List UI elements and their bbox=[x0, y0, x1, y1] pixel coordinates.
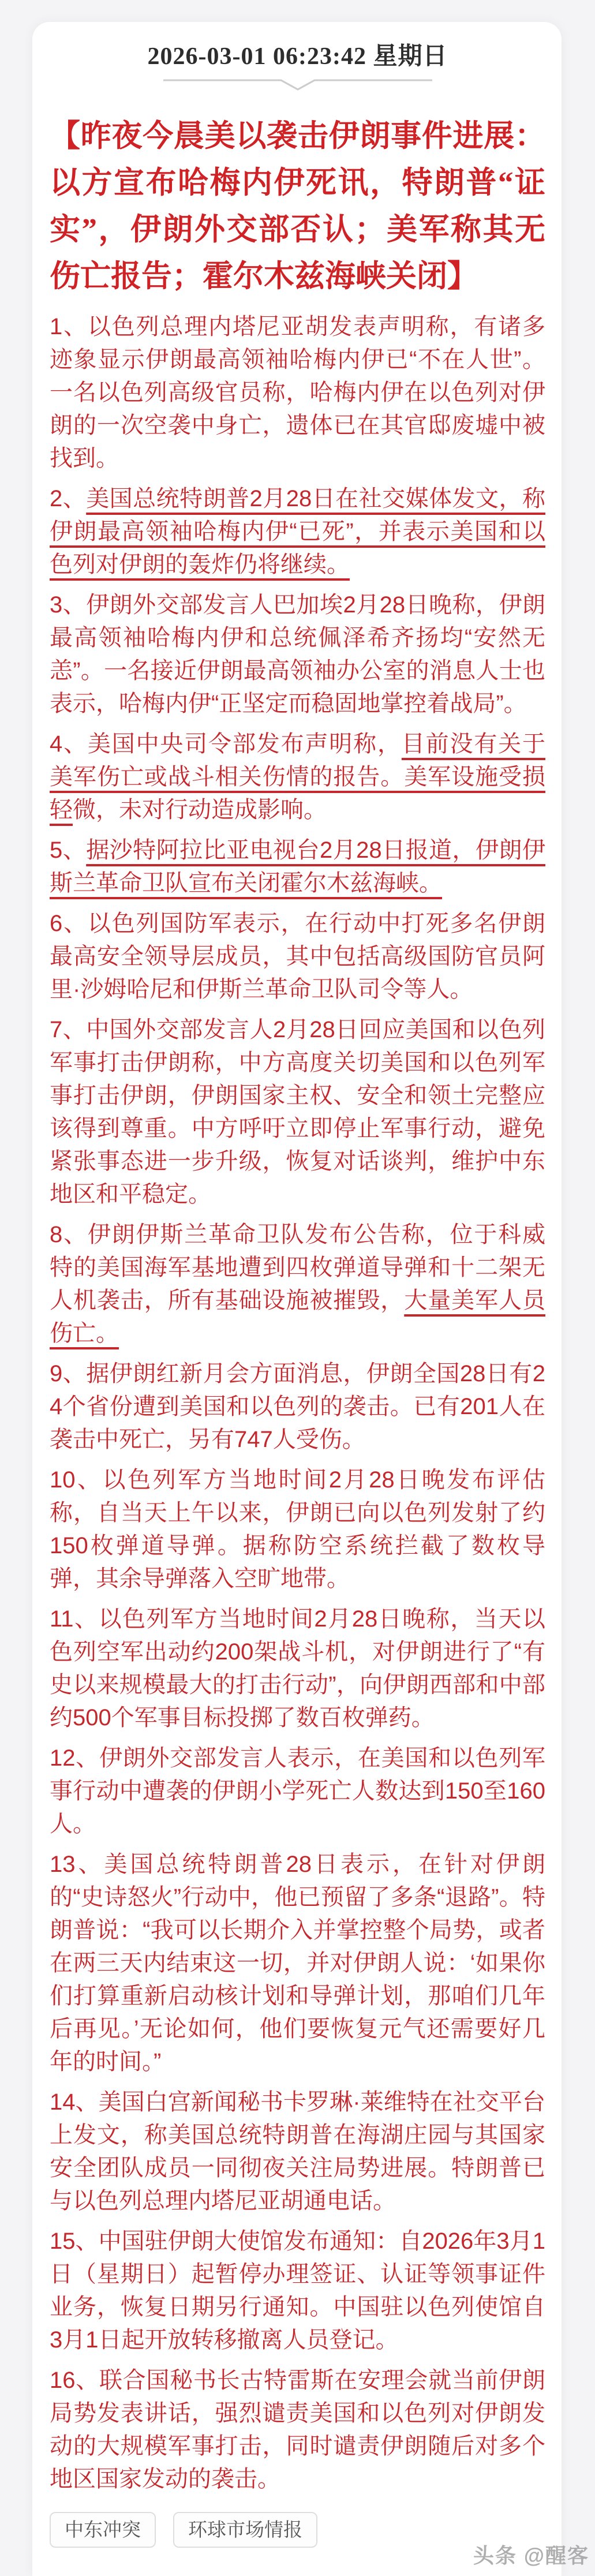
plain-text: 9、据伊朗红新月会方面消息，伊朗全国28日有24个省份遭到美国和以色列的袭击。已有201人在袭击中死亡，另有747人受伤。 bbox=[50, 1361, 545, 1452]
news-item-7 bbox=[50, 1014, 545, 1211]
news-item-1 bbox=[50, 311, 545, 475]
news-item-14 bbox=[50, 2086, 545, 2218]
article-title: 【昨夜今晨美以袭击伊朗事件进展：以方宣布哈梅内伊死讯，特朗普“证实”，伊朗外交部否认；美军称其无伤亡报告；霍尔木兹海峡关闭】 bbox=[50, 119, 545, 293]
plain-text: 7、中国外交部发言人2月28日回应美国和以色列军事打击伊朗称，中方高度关切美国和以色列军事打击伊朗，伊朗国家主权、安全和领土完整应该得到尊重。中方呼吁立即停止军事行动，避免紧张事态进一步升级，恢复对话谈判，维护中东地区和平稳定。 bbox=[50, 1017, 545, 1207]
underlined-text: 美国总统特朗普2月28日在社交媒体发文，称伊朗最高领袖哈梅内伊“已死”，并表示美国和以色列对伊朗的轰炸仍将继续。 bbox=[50, 486, 545, 577]
news-item-3 bbox=[50, 589, 545, 720]
plain-text: 6、以色列国防军表示，在行动中打死多名伊朗最高安全领导层成员，其中包括高级国防官员阿里·沙姆哈尼和伊斯兰革命卫队司令等人。 bbox=[50, 911, 545, 1002]
underlined-text: 据沙特阿拉比亚电视台2月28日报道，伊朗伊斯兰革命卫队宣布关闭霍尔木兹海峡。 bbox=[50, 838, 545, 896]
plain-text: 15、中国驻伊朗大使馆发布通知：自2026年3月1日（星期日）起暂停办理签证、认证等领事证件业务，恢复日期另行通知。中国驻以色列使馆自3月1日起开放转移撤离人员登记。 bbox=[50, 2229, 545, 2353]
plain-text: 1、以色列总理内塔尼亚胡发表声明称，有诸多迹象显示伊朗最高领袖哈梅内伊已“不在人世”。一名以色列高级官员称，哈梅内伊在以色列对伊朗的一次空袭中身亡，遗体已在其官邸废墟中被找到。 bbox=[50, 314, 545, 471]
toutiao-watermark: 头条 @醒客 bbox=[473, 2544, 589, 2567]
news-item-11 bbox=[50, 1603, 545, 1734]
tag-global-market-info[interactable]: 环球市场情报 bbox=[173, 2512, 317, 2548]
plain-text: 14、美国白宫新闻秘书卡罗琳·莱维特在社交平台上发文，称美国总统特朗普在海湖庄园与其国家安全团队成员一同彻夜关注局势进展。特朗普已与以色列总理内塔尼亚胡通电话。 bbox=[50, 2089, 545, 2214]
datetime-text: 2026-03-01 06:23:42 星期日 bbox=[147, 43, 448, 70]
news-list bbox=[50, 311, 545, 2496]
plain-text: 5、 bbox=[50, 838, 87, 863]
news-item-12 bbox=[50, 1742, 545, 1841]
plain-text: 16、联合国秘书长古特雷斯在安理会就当前伊朗局势发表讲话，强烈谴责美国和以色列对伊朗发动的大规模军事打击，同时谴责伊朗随后对多个地区国家发动的袭击。 bbox=[50, 2368, 545, 2492]
news-item-15 bbox=[50, 2225, 545, 2357]
news-item-8 bbox=[50, 1218, 545, 1350]
news-item-13 bbox=[50, 1848, 545, 2078]
plain-text: 4、美国中央司令部发布声明称， bbox=[50, 731, 402, 757]
plain-text: 13、美国总统特朗普28日表示，在针对伊朗的“史诗怒火”行动中，他已预留了多条“退路”。特朗普说：“我可以长期介入并掌控整个局势，或者在两三天内结束这一切，并对伊朗人说：‘如果你们打算重新启动核计划和导弹计划，那咱们几年后再见。’无论如何，他们要恢复元气还需要好几年的时间。” bbox=[50, 1852, 545, 2074]
plain-text: 8、伊朗伊斯兰革命卫队发布公告称，位于科威特的美国海军基地遭到四枚弹道导弹和十二架无人机袭击，所有基础设施被摧毁， bbox=[50, 1222, 545, 1313]
plain-text: 11、以色列军方当地时间2月28日晚称，当天以色列空军出动约200架战斗机，对伊朗进行了“有史以来规模最大的打击行动”，向伊朗西部和中部约500个军事目标投掷了数百枚弹药。 bbox=[50, 1606, 545, 1730]
tag-middle-east-conflict[interactable]: 中东冲突 bbox=[50, 2512, 156, 2548]
plain-text: 3、伊朗外交部发言人巴加埃2月28日晚称，伊朗最高领袖哈梅内伊和总统佩泽希齐扬均“安然无恙”。一名接近伊朗最高领袖办公室的消息人士也表示，哈梅内伊“正坚定而稳固地掌控着战局”。 bbox=[50, 592, 545, 716]
underlined-text: 大量美军人员伤亡。 bbox=[50, 1288, 545, 1346]
news-item-5 bbox=[50, 834, 545, 900]
plain-text: 微，未对行动造成影响。 bbox=[73, 797, 327, 822]
plain-text: 10、以色列军方当地时间2月28日晚发布评估称，自当天上午以来，伊朗已向以色列发射了约150枚弹道导弹。据称防空系统拦截了数枚导弹，其余导弹落入空旷地带。 bbox=[50, 1467, 545, 1591]
date-divider bbox=[50, 78, 545, 94]
news-item-10 bbox=[50, 1464, 545, 1595]
article-card bbox=[32, 22, 562, 2576]
chevron-down-icon bbox=[162, 78, 433, 92]
news-item-16 bbox=[50, 2364, 545, 2496]
news-item-6 bbox=[50, 907, 545, 1006]
plain-text: 12、伊朗外交部发言人表示，在美国和以色列军事行动中遭袭的伊朗小学死亡人数达到150至160人。 bbox=[50, 1745, 545, 1837]
article-card-content bbox=[32, 22, 562, 2576]
news-item-2 bbox=[50, 483, 545, 581]
news-item-4 bbox=[50, 728, 545, 827]
plain-text: 2、 bbox=[50, 486, 87, 511]
underlined-text: 目前没有关于美军伤亡或战斗相关伤情的报告。美军设施受损轻 bbox=[50, 731, 545, 822]
news-item-9 bbox=[50, 1358, 545, 1456]
tag-row bbox=[50, 2512, 545, 2548]
